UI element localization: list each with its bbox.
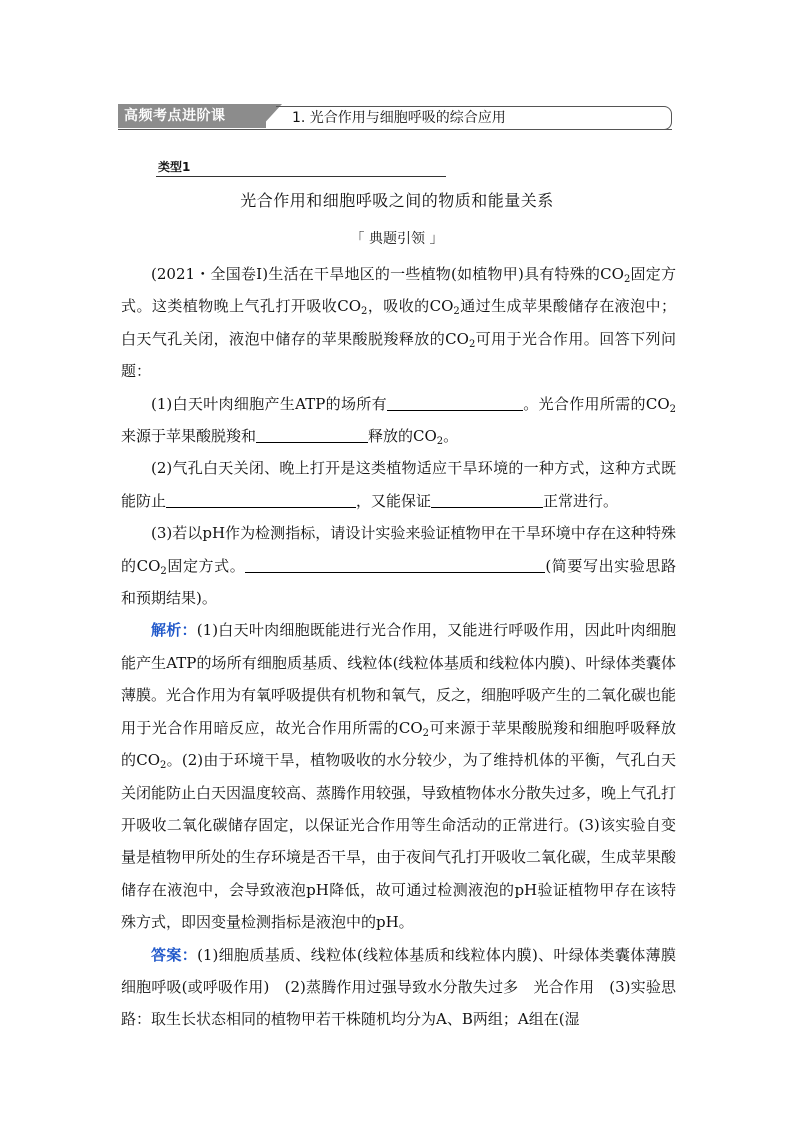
answer-blank[interactable]: [245, 557, 545, 573]
type-divider: [156, 176, 446, 177]
answer-label: 答案：: [151, 945, 198, 964]
section-header: [118, 104, 672, 130]
header-title: 1. 光合作用与细胞呼吸的综合应用: [276, 106, 672, 130]
analysis-label: 解析：: [151, 621, 197, 640]
question-3: (3)若以pH作为检测指标，请设计实验来验证植物甲在干旱环境中存在这种特殊的$CO_2$固定方式。 (简要写出实验思路和预期结果)。: [121, 524, 676, 608]
question-intro: (2021・全国卷Ⅰ)生活在干旱地区的一些植物(如植物甲)具有特殊的$CO_2$固定方式。这类植物晚上气孔打开吸收$CO_2$，吸收的$CO_2$通过生成苹果酸储存在液泡中；白天气孔关闭，液泡中储存的苹果酸脱羧释放的$CO_2$可用于光合作用。回答下列问题：: [121, 265, 676, 381]
answer-blank[interactable]: [256, 427, 368, 443]
analysis-paragraph: 解析：(1)白天叶肉细胞既能进行光合作用，又能进行呼吸作用，因此叶肉细胞能产生ATP的场所有细胞质基质、线粒体(线粒体基质和线粒体内膜)、叶绿体类囊体薄膜。光合作用为有氧呼吸提供有机物和氧气，反之，细胞呼吸产生的二氧化碳也能用于光合作用暗反应，故光合作用所需的$CO_2$可来源于苹果酸脱羧和细胞呼吸释放的$CO_2$。(2)由于环境干旱，植物吸收的水分较少，为了维持机体的平衡，气孔白天关闭能防止白天因温度较高、蒸腾作用较强，导致植物体水分散失过多，晚上气孔打开吸收二氧化碳储存固定，以保证光合作用等生命活动的正常进行。(3)该实验自变量是植物甲所处的生存环境是否干旱，由于夜间气孔打开吸收二氧化碳，生成苹果酸储存在液泡中，会导致液泡pH降低，故可通过检测液泡的pH验证植物甲存在该特殊方式，即因变量检测指标是液泡中的pH。: [121, 621, 677, 932]
answer-blank[interactable]: [431, 492, 543, 508]
document-body: [121, 258, 691, 1036]
course-tag: 高频考点进阶课: [118, 104, 266, 128]
answer-paragraph: 答案：(1)细胞质基质、线粒体(线粒体基质和线粒体内膜)、叶绿体类囊体薄膜 细胞呼吸(或呼吸作用) (2)蒸腾作用过强导致水分散失过多 光合作用 (3)实验思路：取生长状态相同的植物甲若干株随机均分为A、B两组；A组在(湿: [121, 945, 691, 1029]
section-title: 光合作用和细胞呼吸之间的物质和能量关系: [240, 191, 554, 210]
answer-blank[interactable]: [387, 395, 523, 411]
header-divider: [118, 129, 672, 130]
question-2: (2)气孔白天关闭、晚上打开是这类植物适应干旱环境的一种方式，这种方式既能防止 ，又能保证 正常进行。: [121, 459, 676, 510]
question-1: (1)白天叶肉细胞产生ATP的场所有 。光合作用所需的$CO_2$来源于苹果酸脱羧和 释放的$CO_2$。: [121, 394, 677, 448]
type-label: 类型1: [158, 160, 191, 174]
sub-title: 「 典题引领 」: [350, 231, 444, 247]
answer-blank[interactable]: [166, 492, 356, 508]
